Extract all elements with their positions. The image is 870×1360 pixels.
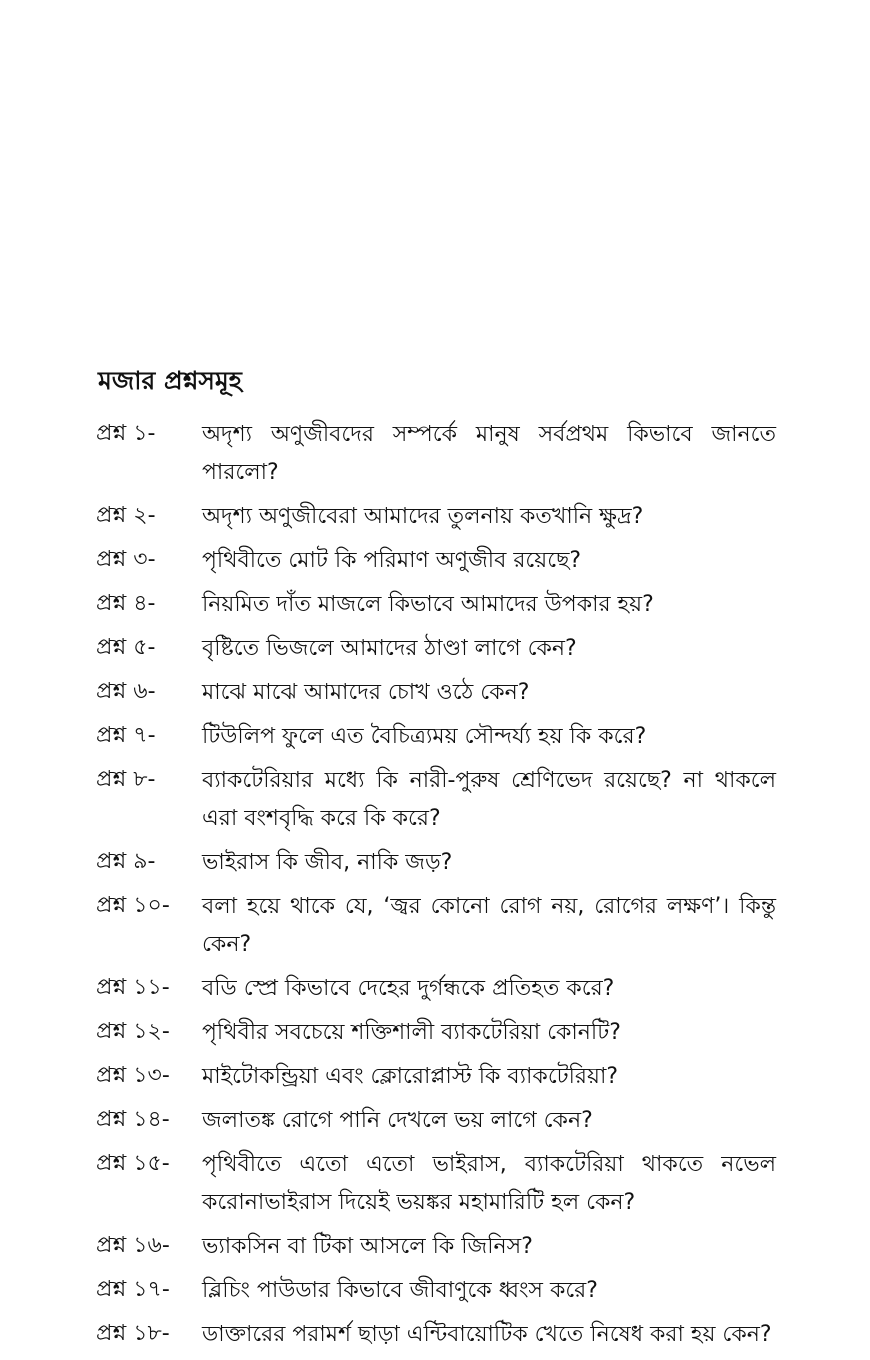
question-text: ব্যাকটেরিয়ার মধ্যে কি নারী-পুরুষ শ্রেণিভেদ রয়েছে? না থাকলে এরা বংশবৃদ্ধি করে কি করে? bbox=[202, 768, 776, 831]
question-number: প্রশ্ন ৮- bbox=[96, 767, 156, 792]
question-item-14 bbox=[96, 1102, 776, 1140]
question-text: ডাক্তারের পরামর্শ ছাড়া এন্টিবায়োটিক খেতে নিষেধ করা হয় কেন? bbox=[202, 1322, 772, 1347]
question-number: প্রশ্ন ১১- bbox=[96, 975, 170, 1000]
question-text: বডি স্প্রে কিভাবে দেহের দুর্গন্ধকে প্রতিহত করে? bbox=[202, 976, 615, 1001]
question-number: প্রশ্ন ১৩- bbox=[96, 1063, 170, 1088]
question-text: পৃথিবীতে মোট কি পরিমাণ অণুজীব রয়েছে? bbox=[202, 548, 582, 573]
question-number: প্রশ্ন ১৬- bbox=[96, 1233, 170, 1258]
question-text: পৃথিবীতে এতো এতো ভাইরাস, ব্যাকটেরিয়া থাকতে নভেল করোনাভাইরাস দিয়েই ভয়ঙ্কর মহামারিটি হল কেন? bbox=[202, 1152, 776, 1215]
question-item-10 bbox=[96, 888, 776, 964]
section-title: মজার প্রশ্নসমূহ bbox=[98, 366, 242, 395]
question-number: প্রশ্ন ৬- bbox=[96, 679, 156, 704]
question-number: প্রশ্ন ১০- bbox=[96, 893, 170, 918]
question-text: জলাতঙ্ক রোগে পানি দেখলে ভয় লাগে কেন? bbox=[202, 1108, 593, 1133]
question-item-18 bbox=[96, 1316, 776, 1354]
question-number: প্রশ্ন ১- bbox=[96, 421, 156, 446]
question-text: অদৃশ্য অণুজীবেরা আমাদের তুলনায় কতখানি ক্ষুদ্র? bbox=[202, 504, 644, 529]
question-item-1 bbox=[96, 416, 776, 492]
question-number: প্রশ্ন ২- bbox=[96, 503, 156, 528]
question-item-11 bbox=[96, 970, 776, 1008]
question-number: প্রশ্ন ৭- bbox=[96, 723, 156, 748]
question-text: ভ্যাকসিন বা টিকা আসলে কি জিনিস? bbox=[202, 1234, 533, 1259]
question-item-12 bbox=[96, 1014, 776, 1052]
question-text: পৃথিবীর সবচেয়ে শক্তিশালী ব্যাকটেরিয়া কোনটি? bbox=[202, 1020, 621, 1045]
question-item-8 bbox=[96, 762, 776, 838]
question-item-9 bbox=[96, 844, 776, 882]
question-text: নিয়মিত দাঁত মাজলে কিভাবে আমাদের উপকার হয়? bbox=[202, 592, 654, 617]
question-item-6 bbox=[96, 674, 776, 712]
question-number: প্রশ্ন ১৫- bbox=[96, 1151, 170, 1176]
question-item-2 bbox=[96, 498, 776, 536]
question-item-16 bbox=[96, 1228, 776, 1266]
question-text: ভাইরাস কি জীব, নাকি জড়? bbox=[202, 850, 453, 875]
question-number: প্রশ্ন ৫- bbox=[96, 635, 156, 660]
question-number: প্রশ্ন ১২- bbox=[96, 1019, 170, 1044]
question-text: বলা হয়ে থাকে যে, ‘জ্বর কোনো রোগ নয়, রোগের লক্ষণ’। কিন্তু কেন? bbox=[202, 894, 776, 957]
question-number: প্রশ্ন ১৪- bbox=[96, 1107, 170, 1132]
question-number: প্রশ্ন ৩- bbox=[96, 547, 156, 572]
question-text: ব্লিচিং পাউডার কিভাবে জীবাণুকে ধ্বংস করে? bbox=[202, 1278, 598, 1303]
question-item-17 bbox=[96, 1272, 776, 1310]
question-text: মাইটোকন্ড্রিয়া এবং ক্লোরোপ্লাস্ট কি ব্যাকটেরিয়া? bbox=[202, 1064, 619, 1089]
question-text: বৃষ্টিতে ভিজলে আমাদের ঠাণ্ডা লাগে কেন? bbox=[202, 636, 577, 661]
question-text: মাঝে মাঝে আমাদের চোখ ওঠে কেন? bbox=[202, 680, 530, 705]
question-text: টিউলিপ ফুলে এত বৈচিত্র্যময় সৌন্দর্য্য হয় কি করে? bbox=[202, 724, 647, 749]
question-number: প্রশ্ন ৪- bbox=[96, 591, 156, 616]
question-text: অদৃশ্য অণুজীবদের সম্পর্কে মানুষ সর্বপ্রথম কিভাবে জানতে পারলো? bbox=[202, 422, 776, 485]
question-number: প্রশ্ন ৯- bbox=[96, 849, 156, 874]
question-number: প্রশ্ন ১৮- bbox=[96, 1321, 170, 1346]
question-item-7 bbox=[96, 718, 776, 756]
question-item-5 bbox=[96, 630, 776, 668]
question-item-13 bbox=[96, 1058, 776, 1096]
question-list bbox=[96, 416, 776, 1360]
question-number: প্রশ্ন ১৭- bbox=[96, 1277, 170, 1302]
question-item-3 bbox=[96, 542, 776, 580]
question-item-15 bbox=[96, 1146, 776, 1222]
question-item-4 bbox=[96, 586, 776, 624]
